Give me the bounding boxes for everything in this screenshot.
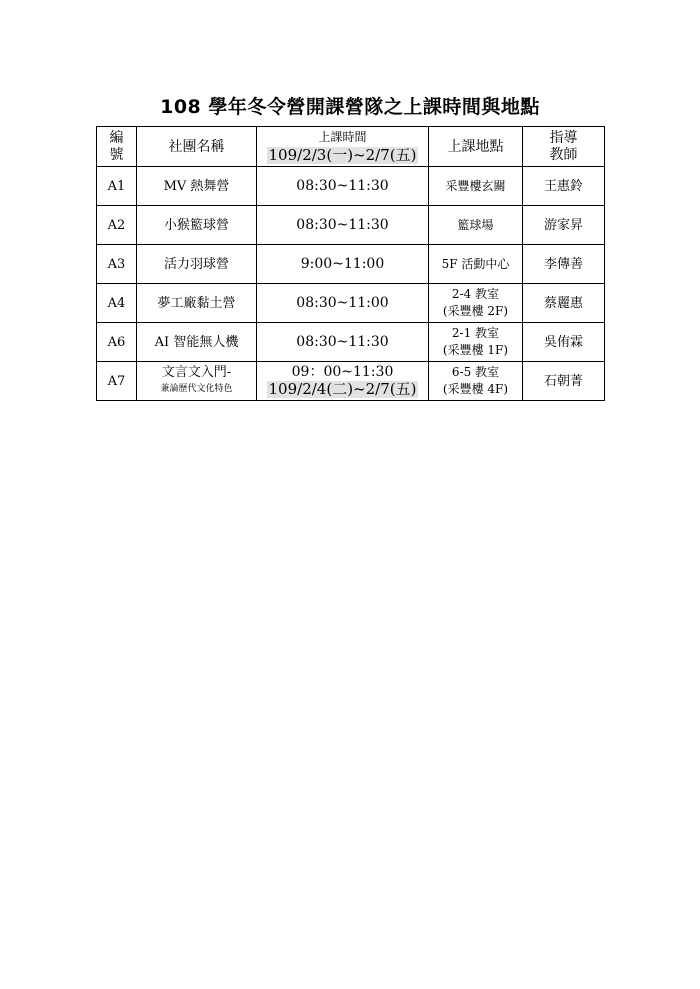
row-club: 夢工廠黏土營 <box>137 284 257 323</box>
row-time: 08:30~11:30 <box>257 167 429 206</box>
row-time: 08:30~11:00 <box>257 284 429 323</box>
row-id: A2 <box>97 206 137 245</box>
row-club: 活力羽球營 <box>137 245 257 284</box>
row-time-range: 109/2/4(二)~2/7(五) <box>268 379 417 398</box>
table-row <box>97 323 605 362</box>
row-location: 采豐樓玄關 <box>429 167 523 206</box>
header-teacher-line1: 指導 <box>549 129 578 146</box>
row-location-building: (采豐樓 4F) <box>442 382 509 396</box>
table-header-row <box>97 127 605 167</box>
header-club-label: 社團名稱 <box>168 139 225 155</box>
row-time <box>257 362 429 401</box>
header-time-label: 上課時間 <box>318 130 367 144</box>
row-club <box>137 362 257 401</box>
row-location-room: 2-4 教室 <box>451 287 500 301</box>
header-teacher <box>523 127 605 167</box>
row-id: A3 <box>97 245 137 284</box>
header-teacher-line2: 教師 <box>549 146 578 163</box>
row-id: A4 <box>97 284 137 323</box>
row-location <box>429 323 523 362</box>
row-location-room: 2-1 教室 <box>451 326 500 340</box>
row-teacher: 王惠鈴 <box>523 167 605 206</box>
header-location <box>429 127 523 167</box>
row-time-main: 09：00~11:30 <box>291 363 394 380</box>
row-location-building: (采豐樓 2F) <box>442 304 509 318</box>
header-id-line1: 編 <box>109 129 124 146</box>
row-location <box>429 284 523 323</box>
row-location <box>429 362 523 401</box>
row-time: 08:30~11:30 <box>257 206 429 245</box>
row-teacher: 蔡麗惠 <box>523 284 605 323</box>
table-row <box>97 284 605 323</box>
row-location: 5F 活動中心 <box>429 245 523 284</box>
header-time <box>257 127 429 167</box>
row-id: A7 <box>97 362 137 401</box>
row-location: 籃球場 <box>429 206 523 245</box>
row-time: 9:00~11:00 <box>257 245 429 284</box>
row-location-building: (采豐樓 1F) <box>442 343 509 357</box>
header-time-range: 109/2/3(一)~2/7(五) <box>268 146 417 164</box>
row-time: 08:30~11:30 <box>257 323 429 362</box>
row-teacher: 吳侑霖 <box>523 323 605 362</box>
row-id: A6 <box>97 323 137 362</box>
header-id-line2: 號 <box>109 146 124 163</box>
table-row <box>97 245 605 284</box>
row-teacher: 游家昇 <box>523 206 605 245</box>
table-row <box>97 167 605 206</box>
row-club: AI 智能無人機 <box>137 323 257 362</box>
row-club-main: 文言文入門- <box>161 365 232 380</box>
row-club: 小猴籃球營 <box>137 206 257 245</box>
row-id: A1 <box>97 167 137 206</box>
document-title: 108 學年冬令營開課營隊之上課時間與地點 <box>160 96 540 118</box>
row-location-room: 6-5 教室 <box>451 365 500 379</box>
table-row <box>97 362 605 401</box>
row-club-sub: 兼論歷代文化特色 <box>160 384 233 394</box>
schedule-table <box>96 126 605 401</box>
table-row <box>97 206 605 245</box>
header-club <box>137 127 257 167</box>
row-teacher: 李傳善 <box>523 245 605 284</box>
row-club: MV 熱舞營 <box>137 167 257 206</box>
header-location-label: 上課地點 <box>447 139 504 155</box>
row-teacher: 石朝菁 <box>523 362 605 401</box>
header-id <box>97 127 137 167</box>
